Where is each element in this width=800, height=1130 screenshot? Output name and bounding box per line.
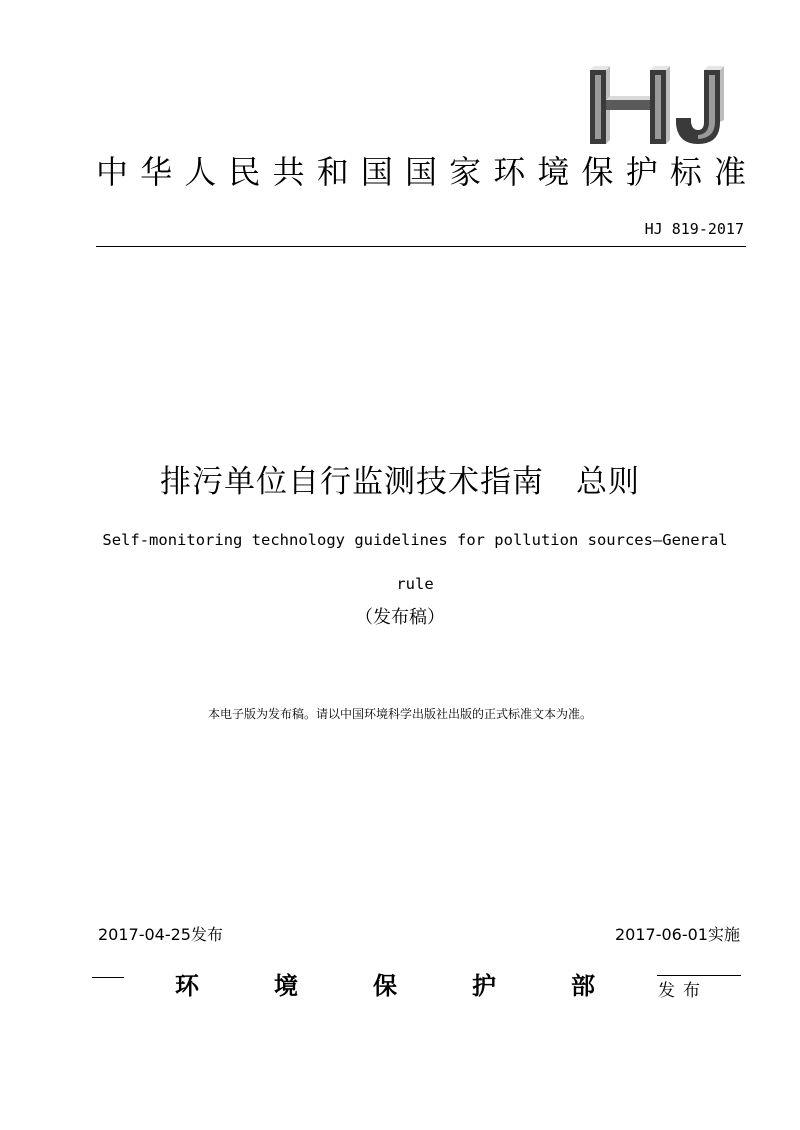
issuer-char: 境 [274,971,298,1000]
issuer-char: 保 [373,971,397,1000]
logo-letter-h [590,66,670,144]
issuer-char: 环 [175,971,199,1000]
document-title-chinese: 排污单位自行监测技术指南 总则 [160,464,640,500]
release-date: 2017-04-25发布 [98,925,223,944]
document-stage: （发布稿） [355,607,445,628]
issue-label: 发布 [658,981,708,1001]
standard-number: HJ 819-2017 [644,220,744,238]
issuer-name [175,966,595,1001]
document-title-english: Self-monitoring technology guidelines for pollution sources—General rule [102,531,728,593]
implementation-date: 2017-06-01实施 [615,925,740,944]
header-divider [96,246,746,247]
hj-logo [586,66,726,146]
edition-note: 本电子版为发布稿。请以中国环境科学出版社出版的正式标准文本为准。 [207,707,592,721]
logo-letter-j [676,66,724,144]
issuer-char: 护 [472,971,496,1000]
issuer-dash-left [92,977,124,978]
standard-category-title: 中华人民共和国国家环境保护标准 [96,153,748,191]
issuer-char: 部 [571,971,595,1000]
